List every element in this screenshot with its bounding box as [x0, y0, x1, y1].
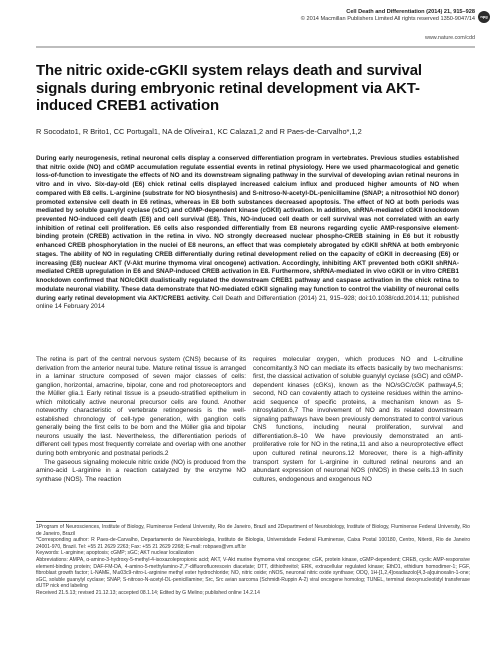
header-rule: [36, 46, 475, 48]
affiliations: 1Program of Neurosciences, Institute of Biology, Fluminense Federal University, Rio de Janeiro, Brazil and 2Department of Neurobiology, Institute of Biology, Fluminense Federal University, Rio de Janeiro, Brazil: [36, 524, 470, 537]
copyright-line: © 2014 Macmillan Publishers Limited All rights reserved 1350-9047/14: [300, 16, 475, 22]
author-list: R Socodato1, R Brito1, CC Portugal1, NA de Oliveira1, KC Calaza1,2 and R Paes-de-Carvalho*,1,2: [36, 127, 362, 136]
keywords: Keywords: L-arginine; apoptosis; cGMP; sGC; AKT nuclear localization: [36, 550, 195, 557]
body-paragraph: requires molecular oxygen, which produces NO and L-citrulline concomitantly.3 NO can mediate its effects basically by two mechanisms: first, the classical activation of soluble guanylyl cyclase (sGC) and cGMP-dependent kinases (cGKs), known as the NO/sGC/cGK pathway4,5; second, NO can covalently attach to cysteine residues within the amino-acid sequence of specific proteins, a mechanism known as S-nitrosylation.6,7 The involvement of NO and its related downstream signaling pathways have been previously demonstrated to control various CNS functions, including neural proliferation, survival and differentiation.8–10 We have previously demonstrated an anti-proliferative role for NO in the retina,11 and also a neuroprotective effect upon cultured retinal neurons.12 Moreover, there is a high-affinity transport system for L-arginine in cultured retinal neurons and an abundant expression of neuronal NOS (nNOS) in these cells.13 In such cultures, endogenous and exogenous NO: [253, 356, 463, 483]
journal-reference: Cell Death and Differentiation (2014) 21, 915–928: [346, 9, 475, 15]
footnote-rule: [36, 521, 116, 522]
abbreviations: Abbreviations: AMPA, α-amino-3-hydroxy-5-methyl-4-isoxazolepropionic acid; AKT, V-Akt murine thymoma viral oncogene; cGK, protein kinase, cGMP-dependent; CREB, cyclic AMP-responsive element-binding protein; DAF-FM-DA, 4-amino-5-methylamino-2′,7′-difluorofluorescein diacetate; DTT, dithiothreitol; ERK, extracellular regulated kinase; EthD1, ethidium homodimer-1; FGF, fibroblast growth factor; L-NAME, N\u03c9-nitro-L-arginine methyl ester hydrochloride; NO, nitric oxide; nNOS, neuronal nitric oxide synthase; ODQ, 1H-[1,2,4]oxadiazolo[4,3-a]quinoxalin-1-one; sGC, soluble guanylyl cyclase; SNAP, S-nitroso-N-acetyl-DL-penicillamine; Src, Src avian sarcoma (Schmidt-Ruppin A-2) viral oncogene homolog; TUNEL, terminal deoxynucleotidyl transferase dUTP nick end labeling: [36, 556, 470, 590]
body-paragraph: The gaseous signaling molecule nitric oxide (NO) is produced from the amino-acid L-arginine in a reaction catalyzed by the enzyme NO synthase (NOS). The reaction: [36, 458, 246, 483]
body-column-right: [253, 356, 463, 484]
received-dates: Received 21.5.13; revised 21.12.13; accepted 08.1.14; Edited by G Melino; published online 14.2.14: [36, 589, 260, 596]
journal-header: [301, 9, 475, 23]
footnotes: [36, 524, 470, 597]
abstract: [36, 155, 459, 312]
abstract-body: During early neurogenesis, retinal neuronal cells display a conserved differentiation program in vertebrates. Previous studies established that nitric oxide (NO) and cGMP accumulation regulate essential events in retinal physiology. Here we used pharmacological and genetic loss-of-function to investigate the effects of NO and its downstream signaling pathway in the survival of developing avian retinal neurons in vitro and in vivo. Six-day-old (E6) chick retinal cells displayed increased calcium influx and produced higher amounts of NO when compared with E8 cells. L-arginine (substrate for NO biosynthesis) and S-nitroso-N-acetyl-DL-penicillamine (SNAP; a nitrosothiol NO donor) promoted extensive cell death in E6 retinas, whereas in E8 both substances decreased apoptosis. The effect of NO at both periods was mediated by soluble guanylyl cyclase (sGC) and cGMP-dependent kinase (cGKII) activation. In addition, shRNA-mediated cGKII knockdown prevented NO-induced cell death (E6) and cell survival (E8). This, NO-induced cell death or cell survival was not correlated with an early inhibition of retinal cell proliferation. E6 cells also responded differentially from E8 neurons regarding cyclic AMP-responsive element-binding protein (CREB) activation in the retina in vivo. NO strongly decreased nuclear phospho-CREB staining in E6 but it robustly enhanced CREB phosphorylation in the nuclei of E8 neurons, an effect that was completely abrogated by cGKII shRNA at both embryonic stages. The ability of NO in regulating CREB differentially during retinal development relied on the capacity of cGKII in decreasing (E6) or increasing (E8) nuclear AKT (V-Akt murine thymoma viral oncogene) activation. Accordingly, inhibiting AKT prevented both cGKII shRNA-mediated CREB upregulation in E6 and SNAP-induced CREB activation in E8. Furthermore, shRNA-mediated in vivo cGKII or in vitro CREB1 knockdown confirmed that NO/cGKII dualistically regulated the downstream CREB1 pathway and caspase activation in the chick retina to modulate neuronal viability. These data demonstrate that NO-mediated cGKII signaling may function to control the viability of neuronal cells during early retinal development via AKT/CREB1 activity.: [36, 155, 459, 302]
journal-url[interactable]: www.nature.com/cdd: [424, 35, 475, 41]
correspondence: *Corresponding author: R Paes-de-Carvalho, Departamento de Neurobiologia, Instituto de Biologia, Universidade Federal Fluminense, Caixa Postal 100180, Centro, Niterói, Rio de Janeiro 24001-970, Brazil. Tel: +55 21 2629 2263; Fax: +55 21 2629 2268; E-mail: robpaes@vm.uff.br: [36, 537, 470, 550]
article-title: The nitric oxide-cGKII system relays death and survival signals during embryonic retinal development via AKT-induced CREB1 activation: [36, 63, 422, 114]
publisher-logo: npg: [478, 11, 490, 23]
body-column-left: [36, 356, 246, 484]
body-paragraph: The retina is part of the central nervous system (CNS) because of its derivation from the anterior neural tube. Mature retinal tissue is arranged in a laminar structure composed of seven major classes of cells: ganglion, horizontal, amacrine, bipolar, cone and rod photoreceptors and the Müller glia.1 Early retinal tissue is a pseudo-stratified epithelium in which mitotically active neuronal precursor cells are found. Another noteworthy characteristic of vertebrate retinogenesis is the well-established chronology of cell-type generation, with ganglion cells generally being the first cells to be born and the Müller glia and bipolar neurons usually the last. Nevertheless, the differentiation periods of different cell types most frequently correlate and overlap with one another during both embryonic and postnatal periods.2: [36, 356, 246, 458]
abstract-citation: Cell Death and Differentiation (2014) 21, 915–928; doi:10.1038/cdd.2014.11; published online 14 February 2014: [36, 294, 460, 311]
